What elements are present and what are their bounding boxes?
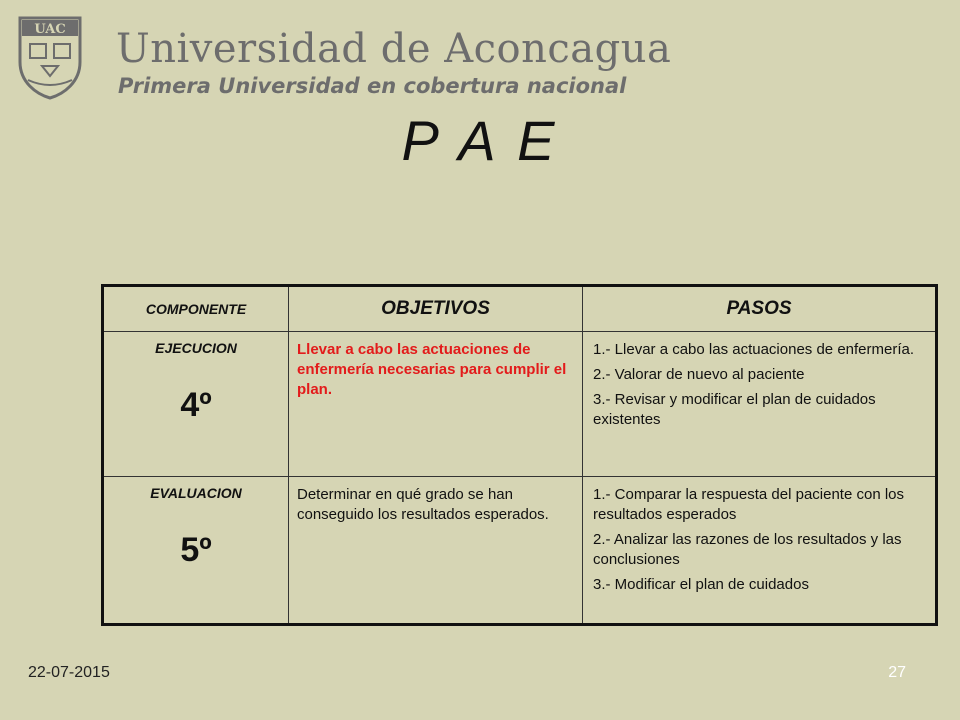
- university-header: [16, 14, 672, 104]
- step-item: 2.- Valorar de nuevo al paciente: [593, 366, 805, 383]
- objective-cell: Determinar en qué grado se han conseguido los resultados esperados.: [289, 477, 583, 625]
- page-number: 27: [888, 664, 906, 681]
- university-crest-icon: [16, 14, 84, 100]
- table-row: [103, 477, 937, 625]
- step-item: 1.- Comparar la respuesta del paciente con los resultados esperados: [593, 486, 905, 523]
- objective-cell: Llevar a cabo las actuaciones de enfermería necesarias para cumplir el plan.: [289, 332, 583, 477]
- slide-title: P A E: [401, 109, 559, 172]
- component-number: 4º: [180, 386, 212, 424]
- university-tagline: Primera Universidad en cobertura nacional: [118, 74, 627, 98]
- column-header-pasos: PASOS: [583, 286, 937, 332]
- pae-table: [101, 284, 938, 626]
- table-row: [103, 332, 937, 477]
- step-item: 1.- Llevar a cabo las actuaciones de enfermería.: [593, 341, 915, 358]
- column-header-componente: COMPONENTE: [103, 286, 289, 332]
- component-label: EJECUCION: [155, 340, 237, 356]
- university-name: Universidad de Aconcagua: [116, 26, 672, 72]
- step-item: 2.- Analizar las razones de los resultados y las conclusiones: [593, 531, 902, 568]
- table-header-row: [103, 286, 937, 332]
- steps-cell: [583, 477, 937, 625]
- component-label: EVALUACION: [150, 485, 242, 501]
- steps-cell: [583, 332, 937, 477]
- column-header-objetivos: OBJETIVOS: [289, 286, 583, 332]
- footer-date: 22-07-2015: [28, 664, 110, 681]
- step-item: 3.- Modificar el plan de cuidados: [593, 576, 809, 593]
- component-number: 5º: [180, 531, 212, 569]
- component-cell: [103, 332, 289, 477]
- logo-text: UAC: [34, 22, 66, 37]
- step-item: 3.- Revisar y modificar el plan de cuidados existentes: [593, 391, 876, 428]
- component-cell: [103, 477, 289, 625]
